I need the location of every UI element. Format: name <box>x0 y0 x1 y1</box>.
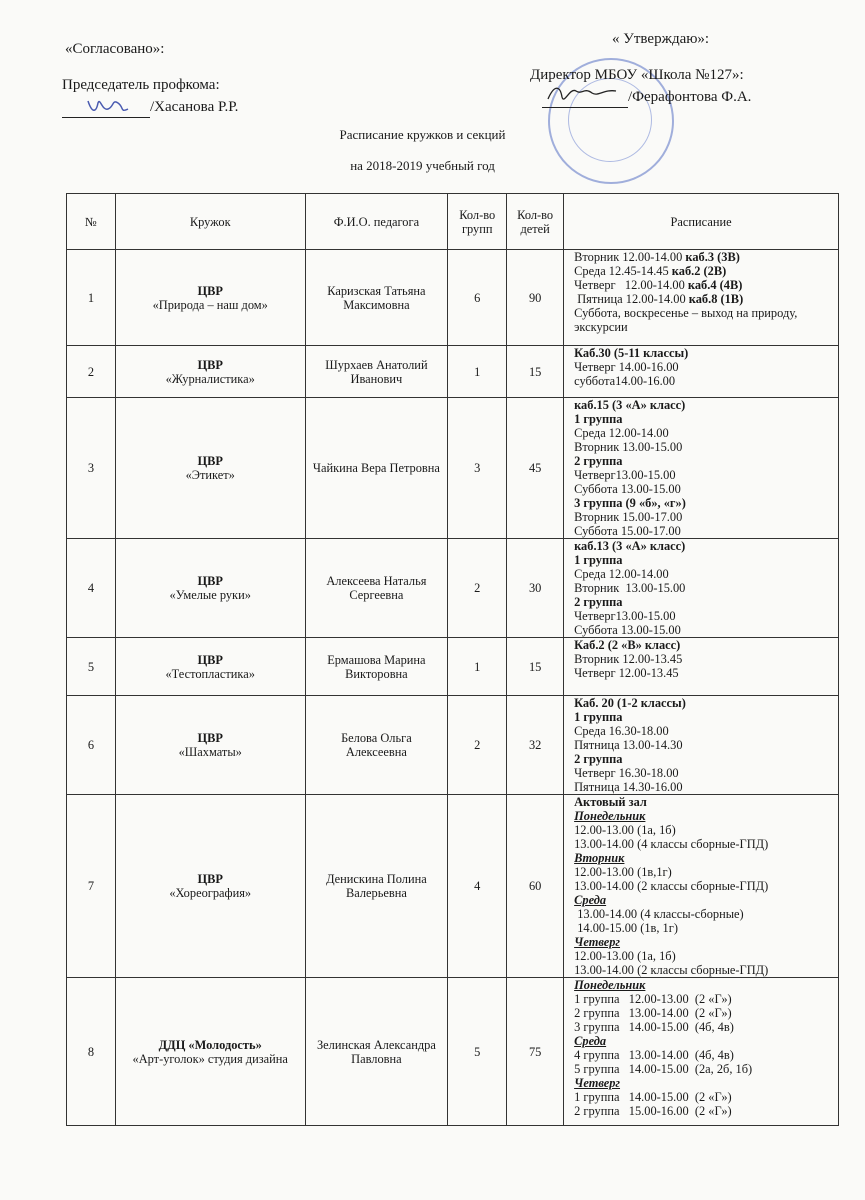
schedule-bold: каб.8 (1В) <box>688 292 744 306</box>
schedule-line <box>574 851 834 865</box>
club-name: «Умелые руки» <box>169 588 251 602</box>
schedule-line <box>574 454 834 468</box>
schedule-day: Четверг <box>574 935 621 949</box>
header-kids: Кол-во детей <box>507 194 564 250</box>
cell-groups <box>448 795 507 978</box>
schedule-line <box>574 250 834 264</box>
cell-teacher <box>305 539 448 638</box>
kids-count: 60 <box>528 879 542 893</box>
approval-block <box>530 28 751 108</box>
cell-teacher <box>305 795 448 978</box>
schedule-line <box>574 496 834 510</box>
cell-num <box>67 346 116 398</box>
row-number: 3 <box>87 461 95 475</box>
schedule-line <box>574 524 834 538</box>
schedule-bold: 1 группа <box>574 412 623 426</box>
table-row <box>67 398 839 539</box>
schedule-text: 13.00-14.00 (2 классы сборные-ГПД) <box>574 963 769 977</box>
schedule-bold: каб.15 (3 «А» класс) <box>574 398 686 412</box>
row-number: 4 <box>87 581 95 595</box>
teacher-name: Алексеева Наталья Сергеевна <box>326 574 427 602</box>
chair-signature-row <box>62 96 238 118</box>
cell-club <box>115 250 305 346</box>
group-count: 4 <box>474 879 481 893</box>
cell-schedule <box>564 638 839 696</box>
schedule-line <box>574 468 834 482</box>
club-organization: ЦВР <box>197 574 223 588</box>
schedule-text: 1 группа 12.00-13.00 (2 «Г») <box>574 992 732 1006</box>
cell-teacher <box>305 696 448 795</box>
schedule-text: 2 группа 15.00-16.00 (2 «Г») <box>574 1104 732 1118</box>
schedule-line <box>574 1076 834 1090</box>
schedule-text: 4 группа 13.00-14.00 (4б, 4в) <box>574 1048 734 1062</box>
group-count: 1 <box>474 659 481 674</box>
schedule-line <box>574 482 834 496</box>
schedule-text: Суббота 13.00-15.00 <box>574 482 681 496</box>
club-organization: ЦВР <box>197 872 223 886</box>
schedule-day: Вторник <box>574 851 625 865</box>
table-header-row <box>67 194 839 250</box>
schedule-line <box>574 539 834 553</box>
club-organization: ЦВР <box>197 454 223 468</box>
cell-schedule <box>564 250 839 346</box>
schedule-line <box>574 278 834 292</box>
table-row <box>67 250 839 346</box>
cell-schedule <box>564 346 839 398</box>
schedule-text: Вторник 13.00-15.00 <box>574 581 686 595</box>
schedule-line <box>574 738 834 752</box>
schedule-bold: каб.2 (2В) <box>671 264 727 278</box>
schedule-text: суббота14.00-16.00 <box>574 374 676 388</box>
cell-club <box>115 346 305 398</box>
schedule-line <box>574 978 834 992</box>
schedule-bold: каб.13 (3 «А» класс) <box>574 539 686 553</box>
schedule-line <box>574 949 834 963</box>
director-signature <box>542 91 628 108</box>
table-row <box>67 638 839 696</box>
club-name: «Шахматы» <box>178 745 242 759</box>
kids-count: 15 <box>528 364 542 379</box>
signature-scribble-icon <box>84 95 144 117</box>
teacher-name: Белова Ольга Алексеевна <box>341 731 412 759</box>
schedule-day: Среда <box>574 893 607 907</box>
cell-club <box>115 398 305 539</box>
club-name: «Природа – наш дом» <box>152 297 268 312</box>
row-number: 7 <box>87 879 95 893</box>
schedule-text: экскурсии <box>574 320 628 334</box>
cell-kids <box>507 398 564 539</box>
schedule-line <box>574 1020 834 1034</box>
schedule-text: Среда 12.00-14.00 <box>574 567 669 581</box>
teacher-name: Каризская Татьяна Максимовна <box>327 283 426 312</box>
schedule-line <box>574 652 834 666</box>
director-name: /Ферафонтова Ф.А. <box>628 89 752 105</box>
schedule-line <box>574 780 834 794</box>
chair-signature <box>62 101 150 118</box>
cell-club <box>115 539 305 638</box>
document-subtitle: на 2018-2019 учебный год <box>350 158 495 173</box>
schedule-line <box>574 1104 834 1118</box>
schedule-bold: каб.3 (3В) <box>685 250 740 264</box>
kids-count: 90 <box>528 290 542 305</box>
schedule-line <box>574 666 834 680</box>
schedule-line <box>574 567 834 581</box>
schedule-bold: 1 группа <box>574 710 623 724</box>
schedule-text: 12.00-13.00 (1а, 1б) <box>574 949 676 963</box>
club-name: «Этикет» <box>185 468 235 482</box>
cell-club <box>115 795 305 978</box>
kids-count: 15 <box>528 659 542 674</box>
agreement-block <box>62 38 238 118</box>
schedule-line <box>574 553 834 567</box>
schedule-text: Суббота 15.00-17.00 <box>574 524 681 538</box>
group-count: 3 <box>474 461 481 475</box>
cell-schedule <box>564 696 839 795</box>
cell-teacher <box>305 346 448 398</box>
table-row <box>67 346 839 398</box>
schedule-line <box>574 795 834 809</box>
director-signature-row <box>542 86 751 108</box>
schedule-line <box>574 581 834 595</box>
cell-groups <box>448 346 507 398</box>
cell-groups <box>448 398 507 539</box>
schedule-line <box>574 360 834 374</box>
group-count: 6 <box>474 290 481 305</box>
schedule-bold: 3 группа (9 «б», «г») <box>574 496 686 510</box>
schedule-line <box>574 510 834 524</box>
cell-num <box>67 978 116 1126</box>
schedule-bold: 2 группа <box>574 752 623 766</box>
schedule-text: 3 группа 14.00-15.00 (4б, 4в) <box>574 1020 734 1034</box>
cell-kids <box>507 978 564 1126</box>
schedule-text: Вторник 15.00-17.00 <box>574 510 683 524</box>
schedule-line <box>574 320 834 334</box>
schedule-line <box>574 879 834 893</box>
schedule-line <box>574 595 834 609</box>
group-count: 2 <box>474 738 481 752</box>
row-number: 1 <box>87 290 95 305</box>
club-organization: ЦВР <box>197 731 223 745</box>
cell-kids <box>507 638 564 696</box>
cell-num <box>67 696 116 795</box>
schedule-text: Четверг13.00-15.00 <box>574 468 676 482</box>
group-count: 2 <box>474 581 481 595</box>
schedule-line <box>574 935 834 949</box>
cell-teacher <box>305 638 448 696</box>
schedule-line <box>574 907 834 921</box>
header-club: Кружок <box>115 194 305 250</box>
schedule-line <box>574 696 834 710</box>
schedule-text: 14.00-15.00 (1в, 1г) <box>574 921 678 935</box>
schedule-text: Четверг13.00-15.00 <box>574 609 676 623</box>
schedule-text: Пятница 14.30-16.00 <box>574 780 683 794</box>
cell-groups <box>448 696 507 795</box>
director-title: Директор МБОУ «Школа №127»: <box>530 67 744 83</box>
club-organization: ЦВР <box>197 357 223 372</box>
cell-groups <box>448 250 507 346</box>
schedule-text: Вторник 12.00-14.00 <box>574 250 686 264</box>
schedule-text: 13.00-14.00 (4 классы сборные-ГПД) <box>574 837 769 851</box>
schedule-table <box>66 193 839 1126</box>
club-name: «Журналистика» <box>165 371 255 386</box>
schedule-text: Суббота 13.00-15.00 <box>574 623 681 637</box>
chair-name: /Хасанова Р.Р. <box>150 99 239 115</box>
row-number: 2 <box>87 364 95 379</box>
teacher-name: Чайкина Вера Петровна <box>312 461 440 475</box>
club-name: «Хореография» <box>169 886 252 900</box>
schedule-bold: 2 группа <box>574 454 623 468</box>
schedule-line <box>574 809 834 823</box>
schedule-line <box>574 921 834 935</box>
table-row <box>67 539 839 638</box>
schedule-line <box>574 426 834 440</box>
schedule-day: Понедельник <box>574 809 646 823</box>
schedule-line <box>574 837 834 851</box>
schedule-text: Вторник 13.00-15.00 <box>574 440 683 454</box>
cell-num <box>67 250 116 346</box>
header-teacher: Ф.И.О. педагога <box>305 194 448 250</box>
schedule-text: Пятница 12.00-14.00 <box>574 292 689 306</box>
cell-teacher <box>305 398 448 539</box>
kids-count: 75 <box>528 1044 542 1059</box>
schedule-text: 2 группа 13.00-14.00 (2 «Г») <box>574 1006 732 1020</box>
schedule-line <box>574 752 834 766</box>
cell-kids <box>507 346 564 398</box>
schedule-line <box>574 264 834 278</box>
teacher-name: Денискина Полина Валерьевна <box>326 872 427 900</box>
schedule-text: Пятница 13.00-14.30 <box>574 738 683 752</box>
schedule-line <box>574 1090 834 1104</box>
schedule-text: Четверг 12.00-13.45 <box>574 666 679 680</box>
schedule-bold: каб.4 (4В) <box>687 278 743 292</box>
cell-num <box>67 638 116 696</box>
schedule-text: 12.00-13.00 (1а, 1б) <box>574 823 676 837</box>
schedule-line <box>574 346 834 360</box>
schedule-text: Вторник 12.00-13.45 <box>574 652 683 666</box>
director-scribble-icon <box>544 81 624 107</box>
header-num: № <box>67 194 116 250</box>
table-row <box>67 696 839 795</box>
schedule-bold: Каб. 20 (1-2 классы) <box>574 696 686 710</box>
schedule-line <box>574 1034 834 1048</box>
teacher-name: Ермашова Марина Викторовна <box>327 652 426 681</box>
cell-club <box>115 638 305 696</box>
kids-count: 32 <box>528 738 542 752</box>
club-organization: ЦВР <box>197 283 223 298</box>
schedule-day: Четверг <box>574 1076 621 1090</box>
schedule-bold: Актовый зал <box>574 795 647 809</box>
kids-count: 45 <box>528 461 542 475</box>
cell-kids <box>507 795 564 978</box>
cell-groups <box>448 978 507 1126</box>
schedule-line <box>574 710 834 724</box>
schedule-line <box>574 638 834 652</box>
agreed-label: «Согласовано»: <box>65 41 165 57</box>
schedule-text: 5 группа 14.00-15.00 (2а, 2б, 1б) <box>574 1062 753 1076</box>
schedule-bold: 2 группа <box>574 595 623 609</box>
table-row <box>67 795 839 978</box>
cell-schedule <box>564 398 839 539</box>
schedule-text: Четверг 14.00-16.00 <box>574 360 679 374</box>
row-number: 6 <box>87 738 95 752</box>
schedule-line <box>574 412 834 426</box>
schedule-line <box>574 440 834 454</box>
cell-schedule <box>564 978 839 1126</box>
schedule-text: 1 группа 14.00-15.00 (2 «Г») <box>574 1090 732 1104</box>
cell-groups <box>448 638 507 696</box>
group-count: 5 <box>474 1044 481 1059</box>
schedule-line <box>574 292 834 306</box>
cell-teacher <box>305 978 448 1126</box>
cell-schedule <box>564 539 839 638</box>
schedule-line <box>574 374 834 388</box>
approve-label: « Утверждаю»: <box>612 31 710 47</box>
schedule-text: Среда 16.30-18.00 <box>574 724 669 738</box>
table-row <box>67 978 839 1126</box>
schedule-line <box>574 1006 834 1020</box>
schedule-bold: Каб.30 (5-11 классы) <box>574 346 689 360</box>
schedule-day: Понедельник <box>574 978 646 992</box>
row-number: 5 <box>87 659 95 674</box>
cell-club <box>115 696 305 795</box>
row-number: 8 <box>87 1044 95 1059</box>
schedule-text: 13.00-14.00 (4 классы-сборные) <box>574 907 744 921</box>
schedule-text: Среда 12.45-14.45 <box>574 264 672 278</box>
schedule-line <box>574 609 834 623</box>
cell-groups <box>448 539 507 638</box>
schedule-text: Суббота, воскресенье – выход на природу, <box>574 306 798 320</box>
schedule-line <box>574 724 834 738</box>
club-organization: ДДЦ «Молодость» <box>158 1037 262 1052</box>
schedule-line <box>574 766 834 780</box>
cell-kids <box>507 696 564 795</box>
teacher-name: Шурхаев Анатолий Иванович <box>325 357 428 386</box>
schedule-bold: 1 группа <box>574 553 623 567</box>
schedule-text: Среда 12.00-14.00 <box>574 426 669 440</box>
schedule-line <box>574 306 834 320</box>
schedule-text: Четверг 16.30-18.00 <box>574 766 679 780</box>
cell-schedule <box>564 795 839 978</box>
schedule-line <box>574 823 834 837</box>
cell-kids <box>507 250 564 346</box>
schedule-line <box>574 398 834 412</box>
schedule-text: Четверг 12.00-14.00 <box>574 278 688 292</box>
chair-title: Председатель профкома: <box>62 77 220 93</box>
cell-teacher <box>305 250 448 346</box>
club-name: «Тестопластика» <box>165 666 255 681</box>
schedule-line <box>574 963 834 977</box>
cell-kids <box>507 539 564 638</box>
schedule-line <box>574 1048 834 1062</box>
schedule-day: Среда <box>574 1034 607 1048</box>
cell-num <box>67 795 116 978</box>
schedule-text: 13.00-14.00 (2 классы сборные-ГПД) <box>574 879 769 893</box>
schedule-line <box>574 865 834 879</box>
schedule-line <box>574 1062 834 1076</box>
schedule-line <box>574 992 834 1006</box>
schedule-line <box>574 893 834 907</box>
header-groups: Кол-во групп <box>448 194 507 250</box>
cell-club <box>115 978 305 1126</box>
cell-num <box>67 398 116 539</box>
club-name: «Арт-уголок» студия дизайна <box>132 1051 288 1066</box>
schedule-line <box>574 623 834 637</box>
teacher-name: Зелинская Александра Павловна <box>316 1037 436 1066</box>
schedule-bold: Каб.2 (2 «В» класс) <box>574 638 681 652</box>
header-schedule: Расписание <box>564 194 839 250</box>
schedule-text: 12.00-13.00 (1в,1г) <box>574 865 672 879</box>
document-title: Расписание кружков и секций <box>339 127 506 142</box>
group-count: 1 <box>474 364 481 379</box>
cell-num <box>67 539 116 638</box>
club-organization: ЦВР <box>197 652 223 667</box>
kids-count: 30 <box>528 581 542 595</box>
